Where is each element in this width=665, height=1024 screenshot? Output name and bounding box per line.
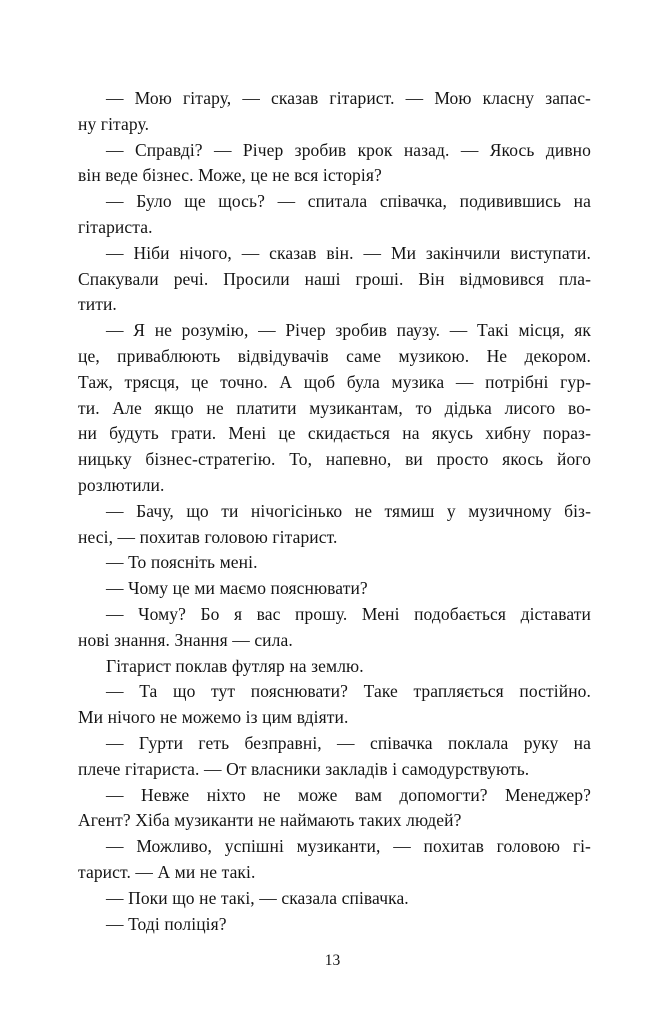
paragraph <box>78 834 591 886</box>
paragraph <box>78 550 591 576</box>
text-line: — Тоді поліція? <box>106 913 227 934</box>
paragraph <box>78 189 591 241</box>
text-line: — Мою гітару, — сказав гітарист. — Мою класну запас- <box>106 88 591 108</box>
paragraph <box>78 602 591 654</box>
paragraph <box>78 783 591 835</box>
text-line: — Справді? — Річер зробив крок назад. — Якось дивно <box>106 139 591 160</box>
text-line: — Гурти геть безправні, — співачка поклала руку на <box>106 732 591 753</box>
text-line: ти. Але якщо не платити музикантам, то дідька лисого во- <box>78 397 591 418</box>
text-line: — Можливо, успішні музиканти, — похитав головою гі- <box>106 836 591 857</box>
page-number: 13 <box>324 952 341 969</box>
text-line: нові знання. Знання — сила. <box>78 629 293 650</box>
text-line: Таж, трясця, це точно. А щоб була музика — потрібні гур- <box>78 371 591 392</box>
text-line: тити. <box>78 294 117 315</box>
paragraph <box>78 86 591 138</box>
text-line: — Чому це ми маємо пояснювати? <box>106 578 368 599</box>
text-line: — Та що тут пояснювати? Таке трапляється постійно. <box>106 681 591 702</box>
text-line: ну гітару. <box>78 113 150 134</box>
paragraph <box>78 912 591 938</box>
paragraph <box>78 731 591 783</box>
paragraph <box>78 241 591 318</box>
paragraph <box>78 679 591 731</box>
paragraph <box>78 499 591 551</box>
text-line: Агент? Хіба музиканти не наймають таких людей? <box>78 810 462 831</box>
text-line: це, приваблюють відвідувачів саме музикою. Не декором. <box>78 345 591 366</box>
text-line: — Поки що не такі, — сказала співачка. <box>106 887 409 908</box>
text-line: розлютили. <box>78 474 165 495</box>
text-line: Ми нічого не можемо із цим вдіяти. <box>78 707 349 728</box>
text-line: — Бачу, що ти нічогісінько не тямиш у музичному біз- <box>106 500 591 521</box>
text-line: тарист. — А ми не такі. <box>78 861 256 882</box>
text-line: — То поясніть мені. <box>106 552 258 573</box>
text-line: він веде бізнес. Може, це не вся історія? <box>78 165 382 186</box>
text-line: ни будуть грати. Мені це скидається на якусь хибну пораз- <box>78 423 591 444</box>
paragraph <box>78 654 591 680</box>
text-line: — Чому? Бо я вас прошу. Мені подобається діставати <box>106 603 591 624</box>
text-line: плече гітариста. — От власники закладів і самодурствують. <box>78 758 530 779</box>
text-line: несі, — похитав головою гітарист. <box>78 526 338 547</box>
paragraph <box>78 138 591 190</box>
text-line: — Було ще щось? — спитала співачка, подивившись на <box>106 191 591 212</box>
text-line: — Невже ніхто не може вам допомогти? Менеджер? <box>106 784 591 805</box>
text-line: Гітарист поклав футляр на землю. <box>106 655 364 676</box>
page-text <box>78 86 591 937</box>
text-line: — Ніби нічого, — сказав він. — Ми закінчили виступати. <box>106 242 591 263</box>
text-line: — Я не розумію, — Річер зробив паузу. — Такі місця, як <box>106 320 591 341</box>
paragraph <box>78 318 591 499</box>
paragraph <box>78 886 591 912</box>
text-line: Спакували речі. Просили наші гроші. Він відмовився пла- <box>78 268 591 289</box>
paragraph <box>78 576 591 602</box>
text-line: ницьку бізнес-стратегію. То, напевно, ви просто якось його <box>78 449 591 470</box>
text-line: гітариста. <box>78 216 153 237</box>
